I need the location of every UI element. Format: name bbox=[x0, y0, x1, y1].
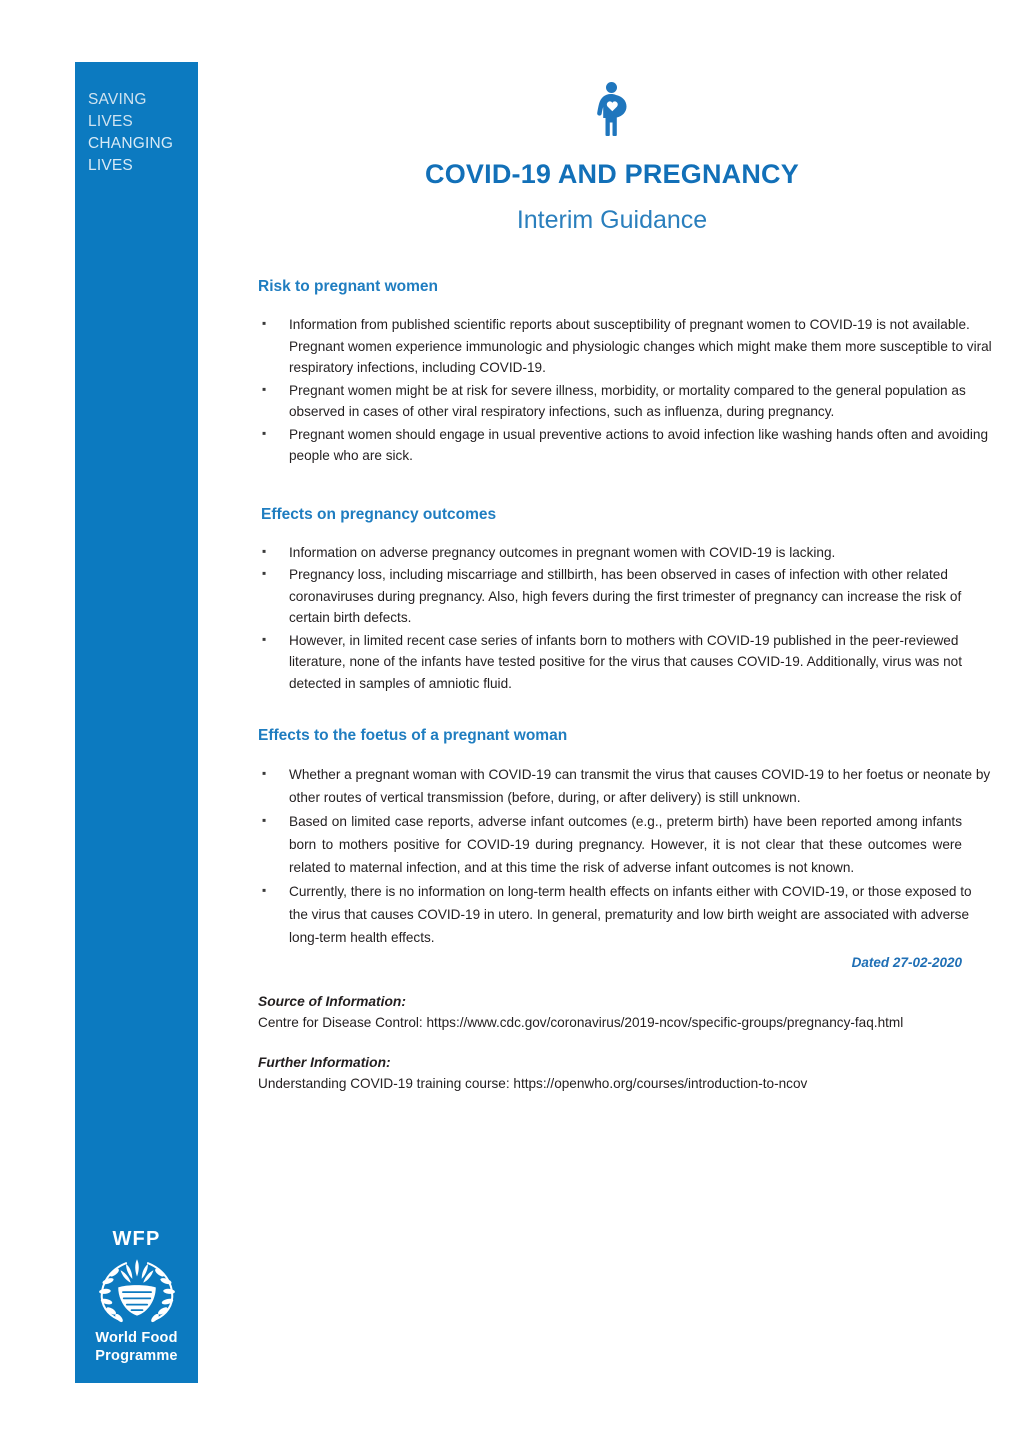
section-heading: Effects on pregnancy outcomes bbox=[261, 505, 497, 523]
list-item: ▪ Pregnancy loss, including miscarriage and stillbirth, has been observed in cases of infection with other related coronaviruses during pregnancy. Also, high fevers during the first trimester of pregnancy can increase the risk of certain birth defects. bbox=[232, 564, 992, 629]
bullet-list bbox=[232, 314, 992, 467]
list-item: ▪ Information on adverse pregnancy outcomes in pregnant women with COVID-19 is lacking. bbox=[232, 542, 992, 564]
section-heading: Effects to the foetus of a pregnant woman bbox=[258, 727, 568, 744]
source-text: Centre for Disease Control: https://www.cdc.gov/coronavirus/2019-ncov/specific-groups/pregnancy-faq.html bbox=[258, 1015, 904, 1030]
wfp-logo bbox=[75, 1228, 198, 1365]
wfp-wheat-wreath-hand-icon bbox=[89, 1253, 185, 1325]
sidebar bbox=[75, 62, 198, 1383]
main-content bbox=[232, 62, 992, 1094]
bullet-list bbox=[232, 763, 992, 949]
page-subtitle: Interim Guidance bbox=[516, 206, 708, 234]
section-risk-to-pregnant-women bbox=[232, 277, 992, 467]
wfp-name-line2: Programme bbox=[95, 1348, 178, 1364]
pregnant-woman-icon bbox=[591, 82, 633, 136]
section-heading: Risk to pregnant women bbox=[258, 278, 438, 295]
page-title: COVID-19 AND PREGNANCY bbox=[425, 159, 799, 189]
sidebar-tagline bbox=[88, 89, 198, 177]
wfp-name-line1: World Food bbox=[95, 1330, 178, 1346]
wfp-acronym: WFP bbox=[112, 1228, 161, 1250]
tagline-changing: CHANGING bbox=[88, 135, 174, 152]
list-item: ▪ Information from published scientific reports about susceptibility of pregnant women to COVID-19 is not available. Pregnant women experience immunologic and physiologic changes which might make them more susceptible to viral respiratory infections, including COVID-19. bbox=[232, 314, 992, 379]
further-label: Further Information: bbox=[258, 1055, 391, 1070]
list-item: ▪ Based on limited case reports, adverse infant outcomes (e.g., preterm birth) have been reported among infants born to mothers positive for COVID-19 during pregnancy. However, it is not clear that these outcomes were related to maternal infection, and at this time the risk of adverse infant outcomes is not known. bbox=[232, 810, 992, 879]
further-text: Understanding COVID-19 training course: https://openwho.org/courses/introduction-to-ncov bbox=[258, 1076, 808, 1091]
tagline-lives-2: LIVES bbox=[88, 157, 133, 174]
section-effects-on-pregnancy-outcomes bbox=[232, 505, 992, 695]
dated-label: Dated 27-02-2020 bbox=[851, 955, 962, 970]
list-item: ▪ Pregnant women should engage in usual preventive actions to avoid infection like washing hands often and avoiding people who are sick. bbox=[232, 424, 992, 467]
section-effects-to-the-foetus bbox=[232, 726, 992, 970]
tagline-saving: SAVING bbox=[88, 91, 147, 108]
footer-information bbox=[232, 992, 992, 1094]
tagline-lives-1: LIVES bbox=[88, 113, 133, 130]
source-block bbox=[258, 992, 992, 1033]
further-information-block bbox=[258, 1053, 992, 1094]
document-header bbox=[232, 62, 992, 236]
list-item: ▪ Currently, there is no information on long-term health effects on infants either with COVID-19, or those exposed to the virus that causes COVID-19 in utero. In general, prematurity and low birth weight are associated with adverse long-term health effects. bbox=[232, 880, 992, 949]
bullet-list bbox=[232, 542, 992, 695]
list-item: ▪ However, in limited recent case series of infants born to mothers with COVID-19 published in the peer-reviewed literature, none of the infants have tested positive for the virus that causes COVID-19. Additionally, virus was not detected in samples of amniotic fluid. bbox=[232, 630, 992, 695]
source-label: Source of Information: bbox=[258, 994, 406, 1009]
list-item: ▪ Pregnant women might be at risk for severe illness, morbidity, or mortality compared to the general population as observed in cases of other viral respiratory infections, such as influenza, during pregnancy. bbox=[232, 380, 992, 423]
list-item: ▪ Whether a pregnant woman with COVID-19 can transmit the virus that causes COVID-19 to her foetus or neonate by other routes of vertical transmission (before, during, or after delivery) is still unknown. bbox=[232, 763, 992, 809]
